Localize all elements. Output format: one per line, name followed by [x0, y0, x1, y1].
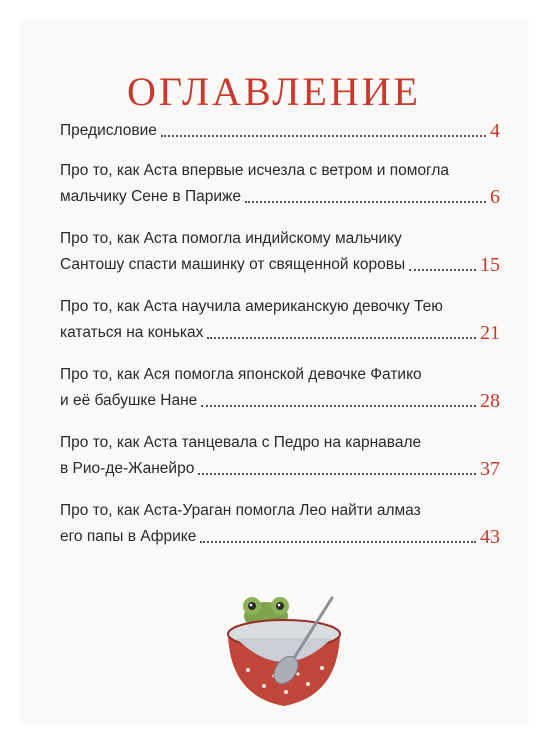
toc-page-number: 37 — [480, 458, 500, 480]
toc-entry-title-line1: Про то, как Аста впервые исчезла с ветром и помогла — [60, 162, 450, 179]
toc-entry-title-line2: мальчику Сене в Париже — [60, 188, 241, 205]
toc-entry[interactable] — [60, 430, 500, 482]
toc-entry-title-line1: Про то, как Аста танцевала с Педро на карнавале — [60, 434, 422, 451]
toc-entry[interactable] — [60, 362, 500, 414]
toc-entry-title-line2: кататься на коньках — [60, 324, 204, 341]
toc-entry[interactable] — [60, 158, 500, 210]
leader-dots — [207, 337, 476, 339]
toc-entry[interactable] — [60, 294, 500, 346]
leader-dots — [200, 541, 476, 543]
toc-page-number: 28 — [480, 390, 500, 412]
toc-entry[interactable] — [60, 118, 500, 144]
leader-dots — [198, 473, 476, 475]
leader-dots — [409, 269, 476, 271]
book-page — [20, 20, 528, 723]
toc-page-number: 43 — [480, 526, 500, 548]
toc-entry-title-line2: Сантошу спасти машинку от священной коровы — [60, 256, 406, 273]
toc-entry-title-line2: его папы в Африке — [60, 528, 197, 545]
toc-entry-title-line1: Про то, как Аста научила американскую девочку Тею — [60, 298, 443, 315]
toc-entry-title-line2: и её бабушке Нане — [60, 392, 198, 409]
toc-page-number: 15 — [480, 254, 500, 276]
toc-entry[interactable] — [60, 226, 500, 278]
toc-entry-title-line1: Про то, как Аста-Ураган помогла Лео найти алмаз — [60, 502, 421, 519]
toc-entry-title-line1: Про то, как Ася помогла японской девочке Фатико — [60, 366, 422, 383]
leader-dots — [245, 201, 486, 203]
toc-entry-title-line1: Про то, как Аста помогла индийскому мальчику — [60, 230, 402, 247]
toc-page-number: 4 — [490, 120, 500, 142]
toc-page-number: 6 — [490, 186, 500, 208]
frog-in-bowl-illustration — [214, 586, 354, 716]
toc-entry[interactable] — [60, 498, 500, 550]
toc-entry-title: Предисловие — [60, 122, 157, 139]
leader-dots — [201, 405, 476, 407]
leader-dots — [161, 135, 486, 137]
page-title: ОГЛАВЛЕНИЕ — [127, 69, 421, 114]
toc-entry-title-line2: в Рио-де-Жанейро — [60, 460, 195, 477]
toc-page-number: 21 — [480, 322, 500, 344]
table-of-contents — [60, 118, 500, 566]
